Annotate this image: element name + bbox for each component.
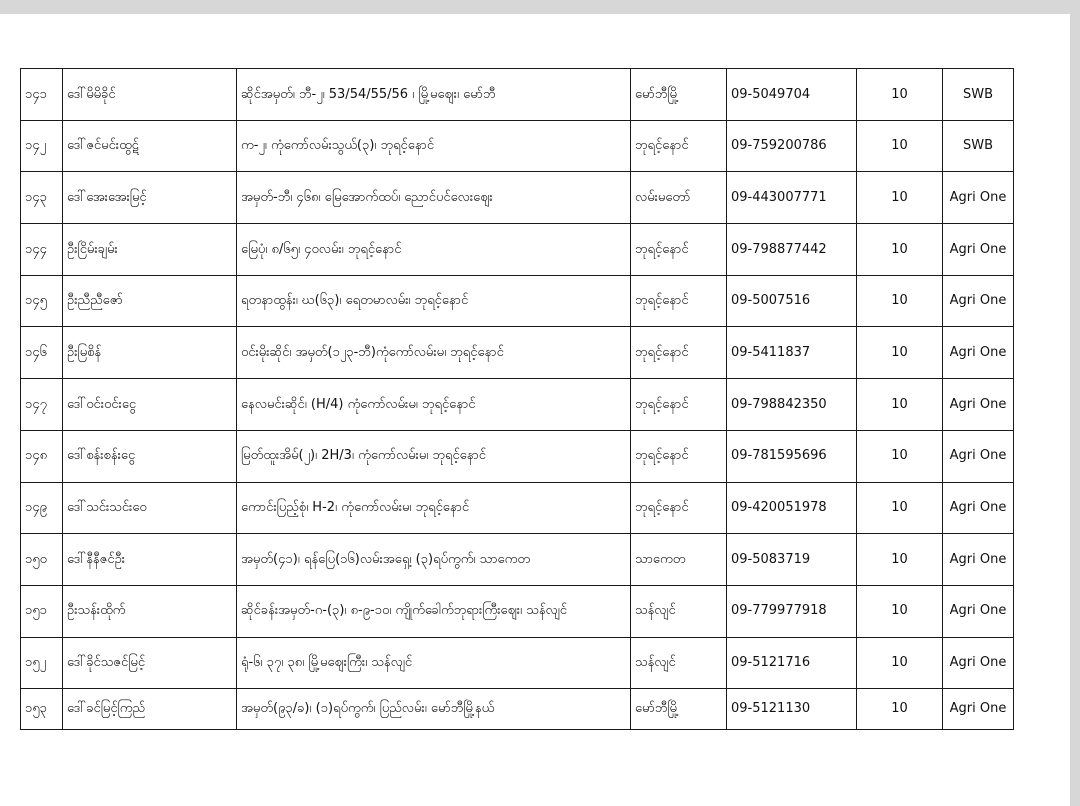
table-row xyxy=(21,172,1014,224)
row-number-cell: ၁၄၃ xyxy=(21,172,63,224)
name-cell: ဒေါ်သင်းသင်းဝေ xyxy=(63,482,237,534)
phone-cell: 09-781595696 xyxy=(727,430,857,482)
table-row xyxy=(21,275,1014,327)
program-cell: Agri One xyxy=(943,224,1014,276)
table-row xyxy=(21,120,1014,172)
program-cell: Agri One xyxy=(943,379,1014,431)
table-row xyxy=(21,327,1014,379)
row-number-cell: ၁၄၈ xyxy=(21,430,63,482)
address-cell: အမှတ်(၉၃/ခ)၊ (၁)ရပ်ကွက်၊ ပြည်လမ်း၊ မော်ဘီမြို့နယ် xyxy=(237,689,631,730)
row-number-cell: ၁၅၂ xyxy=(21,637,63,689)
township-cell: ဘုရင့်နောင် xyxy=(631,327,727,379)
row-number-cell: ၁၅ဝ xyxy=(21,534,63,586)
township-cell: ဘုရင့်နောင် xyxy=(631,430,727,482)
quantity-cell: 10 xyxy=(857,172,943,224)
name-cell: ဦးငြိမ်းချမ်း xyxy=(63,224,237,276)
phone-cell: 09-420051978 xyxy=(727,482,857,534)
name-cell: ဦးညီညီဇော် xyxy=(63,275,237,327)
quantity-cell: 10 xyxy=(857,637,943,689)
top-border-strip xyxy=(0,0,1080,14)
quantity-cell: 10 xyxy=(857,585,943,637)
phone-cell: 09-443007771 xyxy=(727,172,857,224)
name-cell: ဦးသန်းထိုက် xyxy=(63,585,237,637)
phone-cell: 09-798877442 xyxy=(727,224,857,276)
row-number-cell: ၁၅၁ xyxy=(21,585,63,637)
program-cell: Agri One xyxy=(943,430,1014,482)
quantity-cell: 10 xyxy=(857,430,943,482)
phone-cell: 09-5049704 xyxy=(727,69,857,121)
phone-cell: 09-798842350 xyxy=(727,379,857,431)
table-row xyxy=(21,689,1014,730)
address-cell: မြတ်ထူးအိမ်(၂)၊ 2H/3၊ ကုံကော်လမ်းမ၊ ဘုရင့်နောင် xyxy=(237,430,631,482)
township-cell: သန်လျင် xyxy=(631,637,727,689)
phone-cell: 09-759200786 xyxy=(727,120,857,172)
right-border-strip xyxy=(1070,0,1080,806)
table-row xyxy=(21,379,1014,431)
table-row xyxy=(21,637,1014,689)
address-cell: နေလမင်းဆိုင်၊ (H/4) ကုံကော်လမ်းမ၊ ဘုရင့်နောင် xyxy=(237,379,631,431)
program-cell: Agri One xyxy=(943,482,1014,534)
phone-cell: 09-5411837 xyxy=(727,327,857,379)
township-cell: ဘုရင့်နောင် xyxy=(631,482,727,534)
name-cell: ဒေါ်ဇင်မင်းထွဋ် xyxy=(63,120,237,172)
dealer-table xyxy=(20,68,1014,730)
township-cell: ဘုရင့်နောင် xyxy=(631,120,727,172)
name-cell: ဒေါ်စန်းစန်းငွေ xyxy=(63,430,237,482)
table-row xyxy=(21,534,1014,586)
address-cell: ရတနာထွန်း၊ ဃ(၆၃)၊ ရေတမာလမ်း၊ ဘုရင့်နောင် xyxy=(237,275,631,327)
quantity-cell: 10 xyxy=(857,224,943,276)
phone-cell: 09-5121130 xyxy=(727,689,857,730)
program-cell: Agri One xyxy=(943,275,1014,327)
quantity-cell: 10 xyxy=(857,120,943,172)
phone-cell: 09-5007516 xyxy=(727,275,857,327)
township-cell: လမ်းမတော် xyxy=(631,172,727,224)
address-cell: ဝင်းမိုးဆိုင်၊ အမှတ်(၁၂၃-ဘီ)ကုံကော်လမ်းမ၊ ဘုရင့်နောင် xyxy=(237,327,631,379)
address-cell: ကောင်းပြည့်စုံ၊ H-2၊ ကုံကော်လမ်းမ၊ ဘုရင့်နောင် xyxy=(237,482,631,534)
name-cell: ဒေါ်နီနီဇင်ဦး xyxy=(63,534,237,586)
program-cell: Agri One xyxy=(943,327,1014,379)
address-cell: က-၂၊ ကုံကော်လမ်းသွယ်(၃)၊ ဘုရင့်နောင် xyxy=(237,120,631,172)
phone-cell: 09-5121716 xyxy=(727,637,857,689)
table-body xyxy=(21,69,1014,730)
name-cell: ဦးမြစိန် xyxy=(63,327,237,379)
table-row xyxy=(21,69,1014,121)
table-row xyxy=(21,482,1014,534)
program-cell: SWB xyxy=(943,69,1014,121)
quantity-cell: 10 xyxy=(857,482,943,534)
program-cell: Agri One xyxy=(943,585,1014,637)
row-number-cell: ၁၄၂ xyxy=(21,120,63,172)
township-cell: မော်ဘီမြို့ xyxy=(631,69,727,121)
name-cell: ဒေါ်ခင်မြင့်ကြည် xyxy=(63,689,237,730)
table-row xyxy=(21,224,1014,276)
township-cell: သန်လျင် xyxy=(631,585,727,637)
address-cell: အမှတ်-ဘီ၊ ၄၆၈၊ မြေအောက်ထပ်၊ ညောင်ပင်လေးဈေး xyxy=(237,172,631,224)
quantity-cell: 10 xyxy=(857,689,943,730)
row-number-cell: ၁၄၆ xyxy=(21,327,63,379)
address-cell: မြေပုံ၊ ၈/၆၅၊ ၄ဝလမ်း၊ ဘုရင့်နောင် xyxy=(237,224,631,276)
program-cell: Agri One xyxy=(943,689,1014,730)
program-cell: Agri One xyxy=(943,534,1014,586)
name-cell: ဒေါ်အေးအေးမြင့် xyxy=(63,172,237,224)
quantity-cell: 10 xyxy=(857,534,943,586)
row-number-cell: ၁၄၄ xyxy=(21,224,63,276)
program-cell: Agri One xyxy=(943,172,1014,224)
row-number-cell: ၁၄၅ xyxy=(21,275,63,327)
program-cell: SWB xyxy=(943,120,1014,172)
quantity-cell: 10 xyxy=(857,275,943,327)
township-cell: ဘုရင့်နောင် xyxy=(631,275,727,327)
township-cell: မော်ဘီမြို့ xyxy=(631,689,727,730)
township-cell: ဘုရင့်နောင် xyxy=(631,379,727,431)
quantity-cell: 10 xyxy=(857,69,943,121)
name-cell: ဒေါ်ဝင်းဝင်းငွေ xyxy=(63,379,237,431)
table-row xyxy=(21,430,1014,482)
row-number-cell: ၁၄၁ xyxy=(21,69,63,121)
quantity-cell: 10 xyxy=(857,327,943,379)
phone-cell: 09-779977918 xyxy=(727,585,857,637)
address-cell: အမှတ်(၄၁)၊ ရန်ပြေ(၁၆)လမ်းအရှေ့၊ (၃)ရပ်ကွက်၊ သာကေတ xyxy=(237,534,631,586)
address-cell: ဆိုင်ခန်းအမှတ်-ဂ-(၃)၊ ၈-၉-၁ဝ၊ ကျိုက်ခေါက်ဘုရားကြီးဈေး၊ သန်လျင် xyxy=(237,585,631,637)
phone-cell: 09-5083719 xyxy=(727,534,857,586)
name-cell: ဒေါ်ခိုင်သဇင်မြင့် xyxy=(63,637,237,689)
name-cell: ဒေါ်မိမိခိုင် xyxy=(63,69,237,121)
program-cell: Agri One xyxy=(943,637,1014,689)
row-number-cell: ၁၅၃ xyxy=(21,689,63,730)
table-row xyxy=(21,585,1014,637)
address-cell: ရုံ-၆၊ ၃၇၊ ၃၈၊ မြို့မဈေးကြီး၊ သန်လျင် xyxy=(237,637,631,689)
quantity-cell: 10 xyxy=(857,379,943,431)
row-number-cell: ၁၄၉ xyxy=(21,482,63,534)
township-cell: သာကေတ xyxy=(631,534,727,586)
township-cell: ဘုရင့်နောင် xyxy=(631,224,727,276)
address-cell: ဆိုင်အမှတ်၊ ဘီ-၂၊ 53/54/55/56 ၊ မြို့မဈေး၊ မော်ဘီ xyxy=(237,69,631,121)
row-number-cell: ၁၄၇ xyxy=(21,379,63,431)
